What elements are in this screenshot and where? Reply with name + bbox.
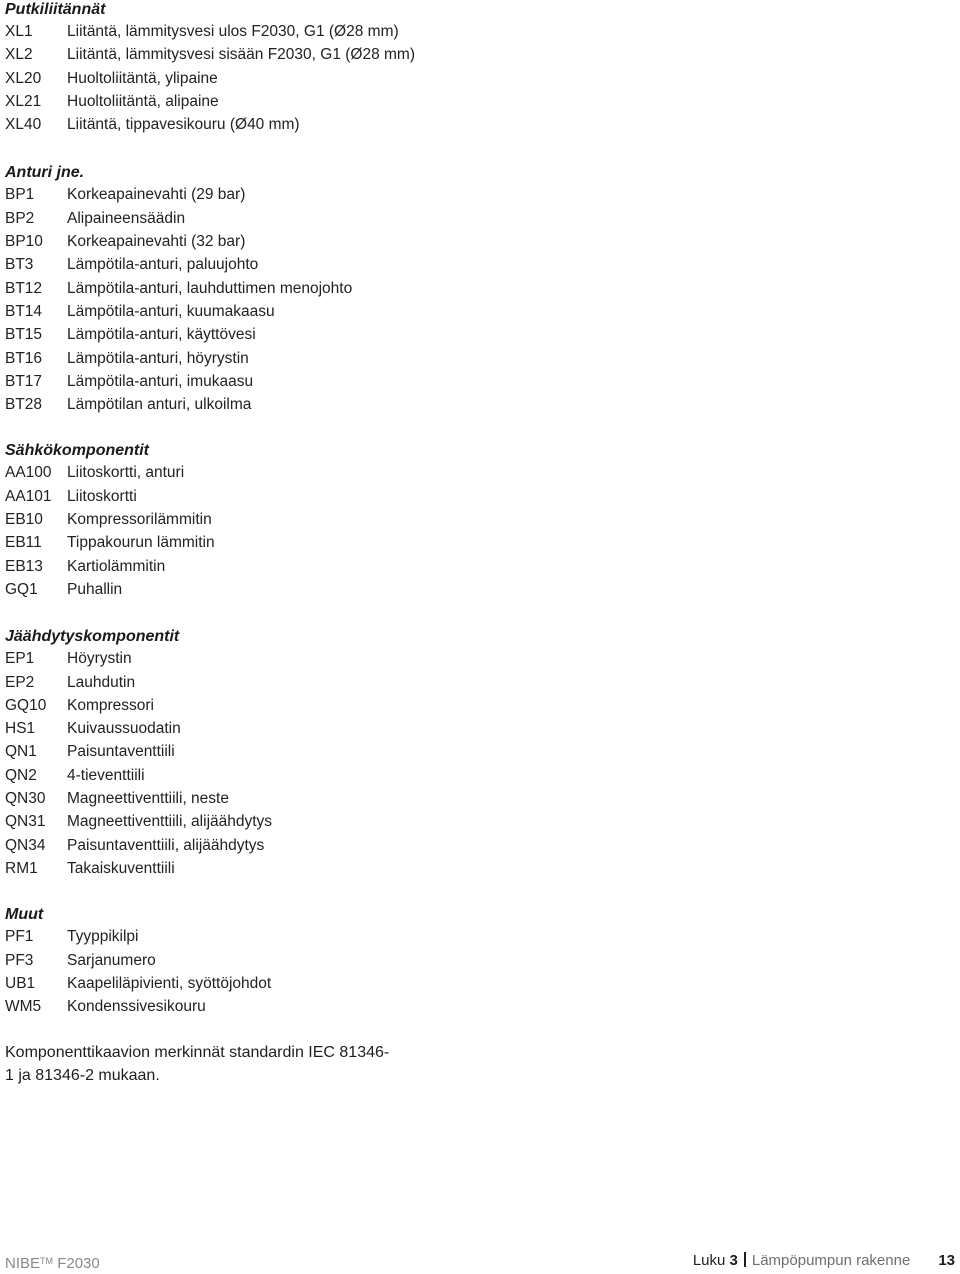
section-sensors bbox=[5, 163, 945, 416]
component-description: Kartiolämmitin bbox=[67, 557, 166, 575]
list-item bbox=[5, 20, 945, 43]
brand-name: NIBE bbox=[5, 1255, 41, 1272]
list-item bbox=[5, 647, 945, 670]
list-item bbox=[5, 949, 945, 972]
component-code: XL21 bbox=[5, 92, 42, 110]
component-code: BP1 bbox=[5, 186, 35, 204]
component-description: Korkeapainevahti (29 bar) bbox=[67, 186, 246, 204]
component-code: QN2 bbox=[5, 766, 37, 784]
standard-note-line-1: Komponenttikaavion merkinnät standardin IEC 81346- bbox=[5, 1044, 390, 1062]
list-item bbox=[5, 253, 945, 276]
component-code: EB13 bbox=[5, 557, 43, 575]
list-item bbox=[5, 485, 945, 508]
section-other bbox=[5, 905, 945, 1018]
section-heading: Muut bbox=[5, 906, 44, 924]
component-code: AA100 bbox=[5, 464, 52, 482]
component-description: Paisuntaventtiili bbox=[67, 743, 175, 761]
list-item bbox=[5, 810, 945, 833]
component-description: 4-tieventtiili bbox=[67, 766, 145, 784]
component-code: WM5 bbox=[5, 998, 42, 1016]
list-item bbox=[5, 43, 945, 66]
component-code: QN30 bbox=[5, 790, 46, 808]
list-item bbox=[5, 531, 945, 554]
component-code: QN34 bbox=[5, 836, 46, 854]
section-heading: Anturi jne. bbox=[5, 164, 85, 182]
component-code: XL20 bbox=[5, 69, 42, 87]
component-code: RM1 bbox=[5, 859, 38, 877]
component-description: Huoltoliitäntä, ylipaine bbox=[67, 69, 218, 87]
list-item bbox=[5, 230, 945, 253]
component-description: Kaapeliläpivienti, syöttöjohdot bbox=[67, 974, 272, 992]
list-item bbox=[5, 694, 945, 717]
list-item bbox=[5, 995, 945, 1018]
list-item bbox=[5, 393, 945, 416]
component-description: Lämpötila-anturi, lauhduttimen menojohto bbox=[67, 279, 353, 297]
model-name: F2030 bbox=[57, 1255, 100, 1272]
component-description: Tyyppikilpi bbox=[67, 928, 139, 946]
component-code: BP10 bbox=[5, 233, 43, 251]
component-description: Lämpötila-anturi, höyrystin bbox=[67, 349, 249, 367]
component-code: GQ1 bbox=[5, 580, 38, 598]
list-item bbox=[5, 578, 945, 601]
section-electrical-components bbox=[5, 441, 945, 601]
section-cooling-components bbox=[5, 627, 945, 880]
component-description: Magneettiventtiili, neste bbox=[67, 790, 229, 808]
component-description: Lämpötila-anturi, kuumakaasu bbox=[67, 302, 275, 320]
component-code: EB11 bbox=[5, 534, 42, 552]
component-description: Puhallin bbox=[67, 580, 123, 598]
component-description: Alipaineensäädin bbox=[67, 209, 186, 227]
component-code: EP2 bbox=[5, 673, 35, 691]
component-description: Liitoskortti, anturi bbox=[67, 464, 185, 482]
list-item bbox=[5, 740, 945, 763]
chapter-title: Lämpöpumpun rakenne bbox=[751, 1252, 911, 1269]
list-item bbox=[5, 277, 945, 300]
section-heading: Sähkökomponentit bbox=[5, 442, 150, 460]
footer-product bbox=[5, 1251, 100, 1274]
component-description: Paisuntaventtiili, alijäähdytys bbox=[67, 836, 265, 854]
section-pipe-connections bbox=[5, 0, 945, 136]
component-description: Lämpötila-anturi, imukaasu bbox=[67, 372, 254, 390]
component-code: GQ10 bbox=[5, 696, 47, 714]
page-number: 13 bbox=[938, 1252, 955, 1269]
component-description: Lämpötilan anturi, ulkoilma bbox=[67, 396, 252, 414]
footer-chapter bbox=[693, 1251, 955, 1271]
component-code: BT15 bbox=[5, 326, 43, 344]
page-footer bbox=[5, 1251, 955, 1271]
section-heading: Putkiliitännät bbox=[5, 1, 106, 18]
component-code: QN31 bbox=[5, 813, 46, 831]
component-description: Lauhdutin bbox=[67, 673, 136, 691]
component-code: QN1 bbox=[5, 743, 37, 761]
component-description: Lämpötila-anturi, paluujohto bbox=[67, 256, 259, 274]
component-list bbox=[5, 461, 945, 601]
component-description: Liitäntä, tippavesikouru (Ø40 mm) bbox=[67, 116, 300, 134]
list-item bbox=[5, 207, 945, 230]
component-description: Liitoskortti bbox=[67, 487, 137, 505]
list-item bbox=[5, 508, 945, 531]
component-code: XL1 bbox=[5, 23, 33, 40]
component-code: HS1 bbox=[5, 720, 36, 738]
component-list bbox=[5, 183, 945, 416]
list-item bbox=[5, 461, 945, 484]
component-code: PF1 bbox=[5, 928, 34, 946]
list-item bbox=[5, 113, 945, 136]
component-list bbox=[5, 20, 945, 136]
component-description: Korkeapainevahti (32 bar) bbox=[67, 233, 246, 251]
chapter-separator bbox=[744, 1252, 746, 1267]
document-content bbox=[5, 0, 945, 1087]
list-item bbox=[5, 323, 945, 346]
component-code: BT12 bbox=[5, 279, 43, 297]
component-description: Kondenssivesikouru bbox=[67, 998, 206, 1016]
standard-note bbox=[5, 1041, 425, 1087]
list-item bbox=[5, 764, 945, 787]
component-code: BT3 bbox=[5, 256, 34, 274]
list-item bbox=[5, 67, 945, 90]
component-description: Takaiskuventtiili bbox=[67, 859, 175, 877]
list-item bbox=[5, 347, 945, 370]
component-description: Magneettiventtiili, alijäähdytys bbox=[67, 813, 273, 831]
list-item bbox=[5, 300, 945, 323]
component-code: XL2 bbox=[5, 46, 33, 64]
list-item bbox=[5, 90, 945, 113]
component-list bbox=[5, 925, 945, 1018]
component-code: EB10 bbox=[5, 511, 43, 529]
component-description: Huoltoliitäntä, alipaine bbox=[67, 92, 219, 110]
component-description: Kuivaussuodatin bbox=[67, 720, 181, 738]
component-code: UB1 bbox=[5, 974, 36, 992]
list-item bbox=[5, 370, 945, 393]
list-item bbox=[5, 183, 945, 206]
component-code: PF3 bbox=[5, 951, 34, 969]
list-item bbox=[5, 834, 945, 857]
list-item bbox=[5, 671, 945, 694]
component-list bbox=[5, 647, 945, 880]
list-item bbox=[5, 857, 945, 880]
component-description: Sarjanumero bbox=[67, 951, 156, 969]
trademark-symbol: TM bbox=[40, 1256, 54, 1266]
component-description: Kompressori bbox=[67, 696, 154, 714]
standard-note-line-2: 1 ja 81346-2 mukaan. bbox=[5, 1067, 160, 1085]
component-code: BT17 bbox=[5, 372, 43, 390]
component-description: Tippakourun lämmitin bbox=[67, 534, 215, 552]
component-code: XL40 bbox=[5, 116, 42, 134]
component-description: Lämpötila-anturi, käyttövesi bbox=[67, 326, 256, 344]
chapter-number: 3 bbox=[729, 1252, 738, 1269]
list-item bbox=[5, 787, 945, 810]
list-item bbox=[5, 925, 945, 948]
component-code: BT16 bbox=[5, 349, 43, 367]
component-description: Höyrystin bbox=[67, 650, 132, 668]
list-item bbox=[5, 972, 945, 995]
component-description: Liitäntä, lämmitysvesi sisään F2030, G1 (Ø28 mm) bbox=[67, 46, 416, 64]
section-heading: Jäähdytyskomponentit bbox=[5, 628, 180, 646]
component-code: BP2 bbox=[5, 209, 35, 227]
component-description: Liitäntä, lämmitysvesi ulos F2030, G1 (Ø28 mm) bbox=[67, 23, 399, 40]
component-description: Kompressorilämmitin bbox=[67, 511, 212, 529]
component-code: BT28 bbox=[5, 396, 43, 414]
chapter-label: Luku bbox=[692, 1252, 726, 1269]
list-item bbox=[5, 717, 945, 740]
component-code: AA101 bbox=[5, 487, 52, 505]
component-code: EP1 bbox=[5, 650, 35, 668]
list-item bbox=[5, 555, 945, 578]
component-code: BT14 bbox=[5, 302, 43, 320]
